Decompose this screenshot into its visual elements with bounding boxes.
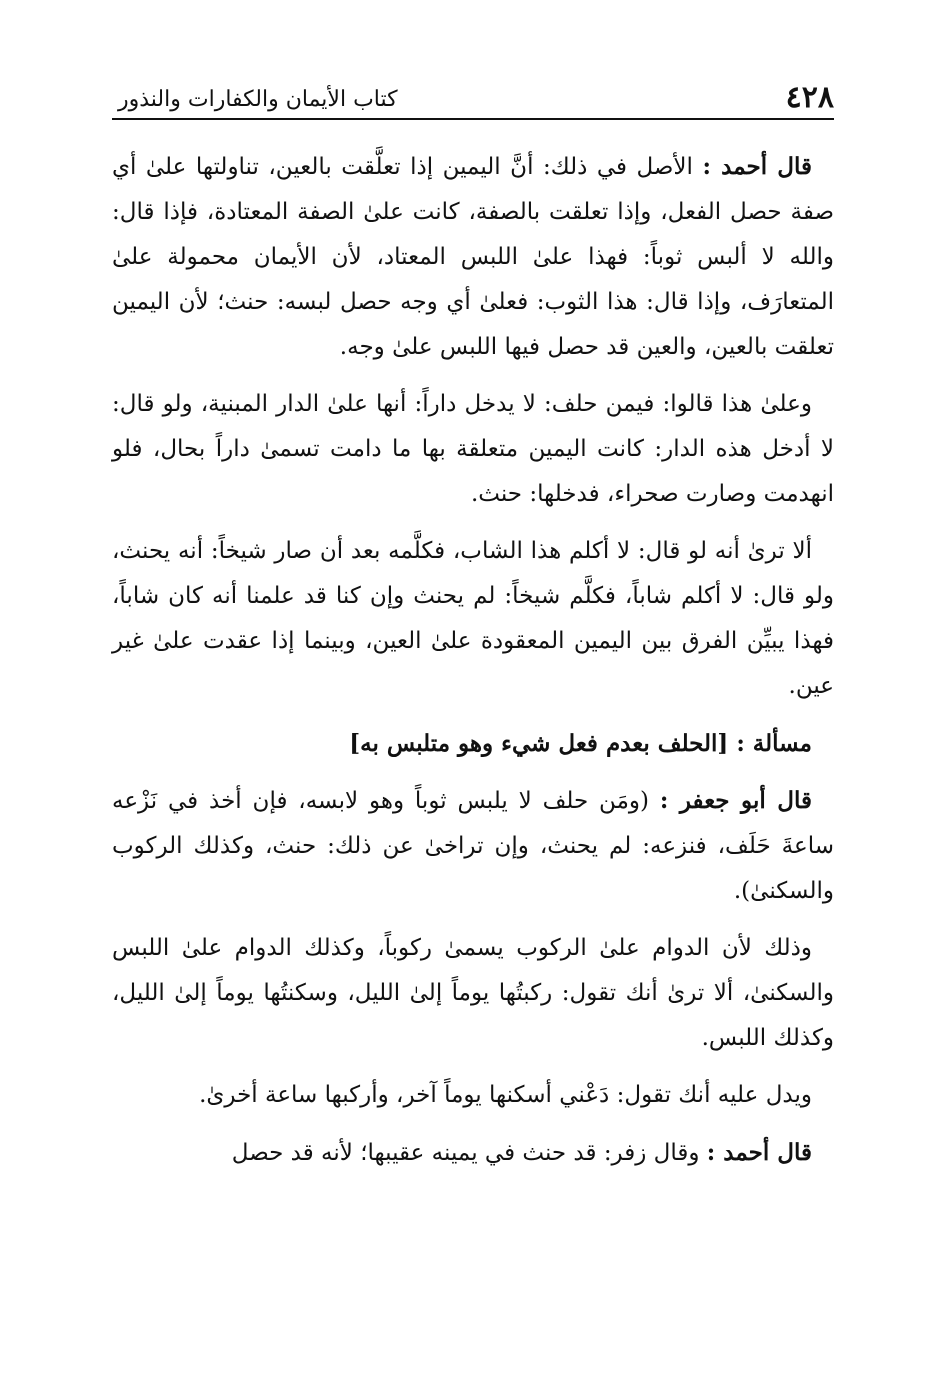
paragraph-3: ألا ترىٰ أنه لو قال: لا أكلم هذا الشاب، فكلَّمه بعد أن صار شيخاً: أنه يحنث، ولو قال: لا أكلم شاباً، فكلَّم شيخاً: لم يحنث وإن كنا قد علمنا أنه كان شاباً، فهذا يبيِّن الفرق بين اليمين المعقودة علىٰ العين، وبينما إذا عقدت علىٰ غير عين.	[112, 538, 834, 699]
running-title: كتاب الأيمان والكفارات والنذور	[118, 87, 398, 112]
paragraph-text: (ومَن حلف لا يلبس ثوباً وهو لابسه، فإن أخذ في نَزْعه ساعةَ حَلَف، فنزعه: لم يحنث، وإن تراخىٰ عن ذلك: حنث، وكذلك الركوب والسكنىٰ).	[112, 788, 834, 904]
paragraph-6: ويدل عليه أنك تقول: دَعْني أسكنها يوماً آخر، وأركبها ساعة أخرىٰ.	[199, 1082, 812, 1108]
speaker-label: قال أحمد :	[702, 153, 812, 180]
paragraph-7	[112, 1130, 834, 1176]
speaker-label: قال أبو جعفر :	[659, 787, 812, 814]
paragraph-text: وقال زفر: قد حنث في يمينه عقيبها؛ لأنه قد حصل	[231, 1140, 707, 1166]
body-text	[112, 144, 834, 1176]
section-heading: مسألة : [الحلف بعدم فعل شيء وهو متلبس به]	[349, 730, 812, 757]
paragraph-5: وذلك لأن الدوام علىٰ الركوب يسمىٰ ركوباً، وكذلك الدوام علىٰ اللبس والسكنىٰ، ألا ترىٰ أنك تقول: ركبتُها يوماً إلىٰ الليل، وسكنتُها يوماً إلىٰ الليل، وكذلك اللبس.	[112, 935, 834, 1051]
paragraph-4	[112, 778, 834, 914]
running-head	[112, 78, 834, 120]
paragraph-2: وعلىٰ هذا قالوا: فيمن حلف: لا يدخل داراً: أنها علىٰ الدار المبنية، ولو قال: لا أدخل هذه الدار: كانت اليمين متعلقة بها ما دامت تسمىٰ داراً بحال، فلو انهدمت وصارت صحراء، فدخلها: حنث.	[112, 391, 834, 507]
speaker-label: قال أحمد :	[706, 1139, 812, 1166]
book-page	[112, 78, 834, 1188]
paragraph-1	[112, 144, 834, 370]
paragraph-text: الأصل في ذلك: أنَّ اليمين إذا تعلَّقت بالعين، تناولتها علىٰ أي صفة حصل الفعل، وإذا تعلقت بالصفة، كانت علىٰ الصفة المعتادة، فإذا قال: والله لا ألبس ثوباً: فهذا علىٰ اللبس المعتاد، لأن الأيمان محمولة علىٰ المتعارَف، وإذا قال: هذا الثوب: فعلىٰ أي وجه حصل لبسه: حنث؛ لأن اليمين تعلقت بالعين، والعين قد حصل فيها اللبس علىٰ وجه.	[112, 154, 834, 360]
page-number: ٤٢٨	[785, 80, 834, 115]
